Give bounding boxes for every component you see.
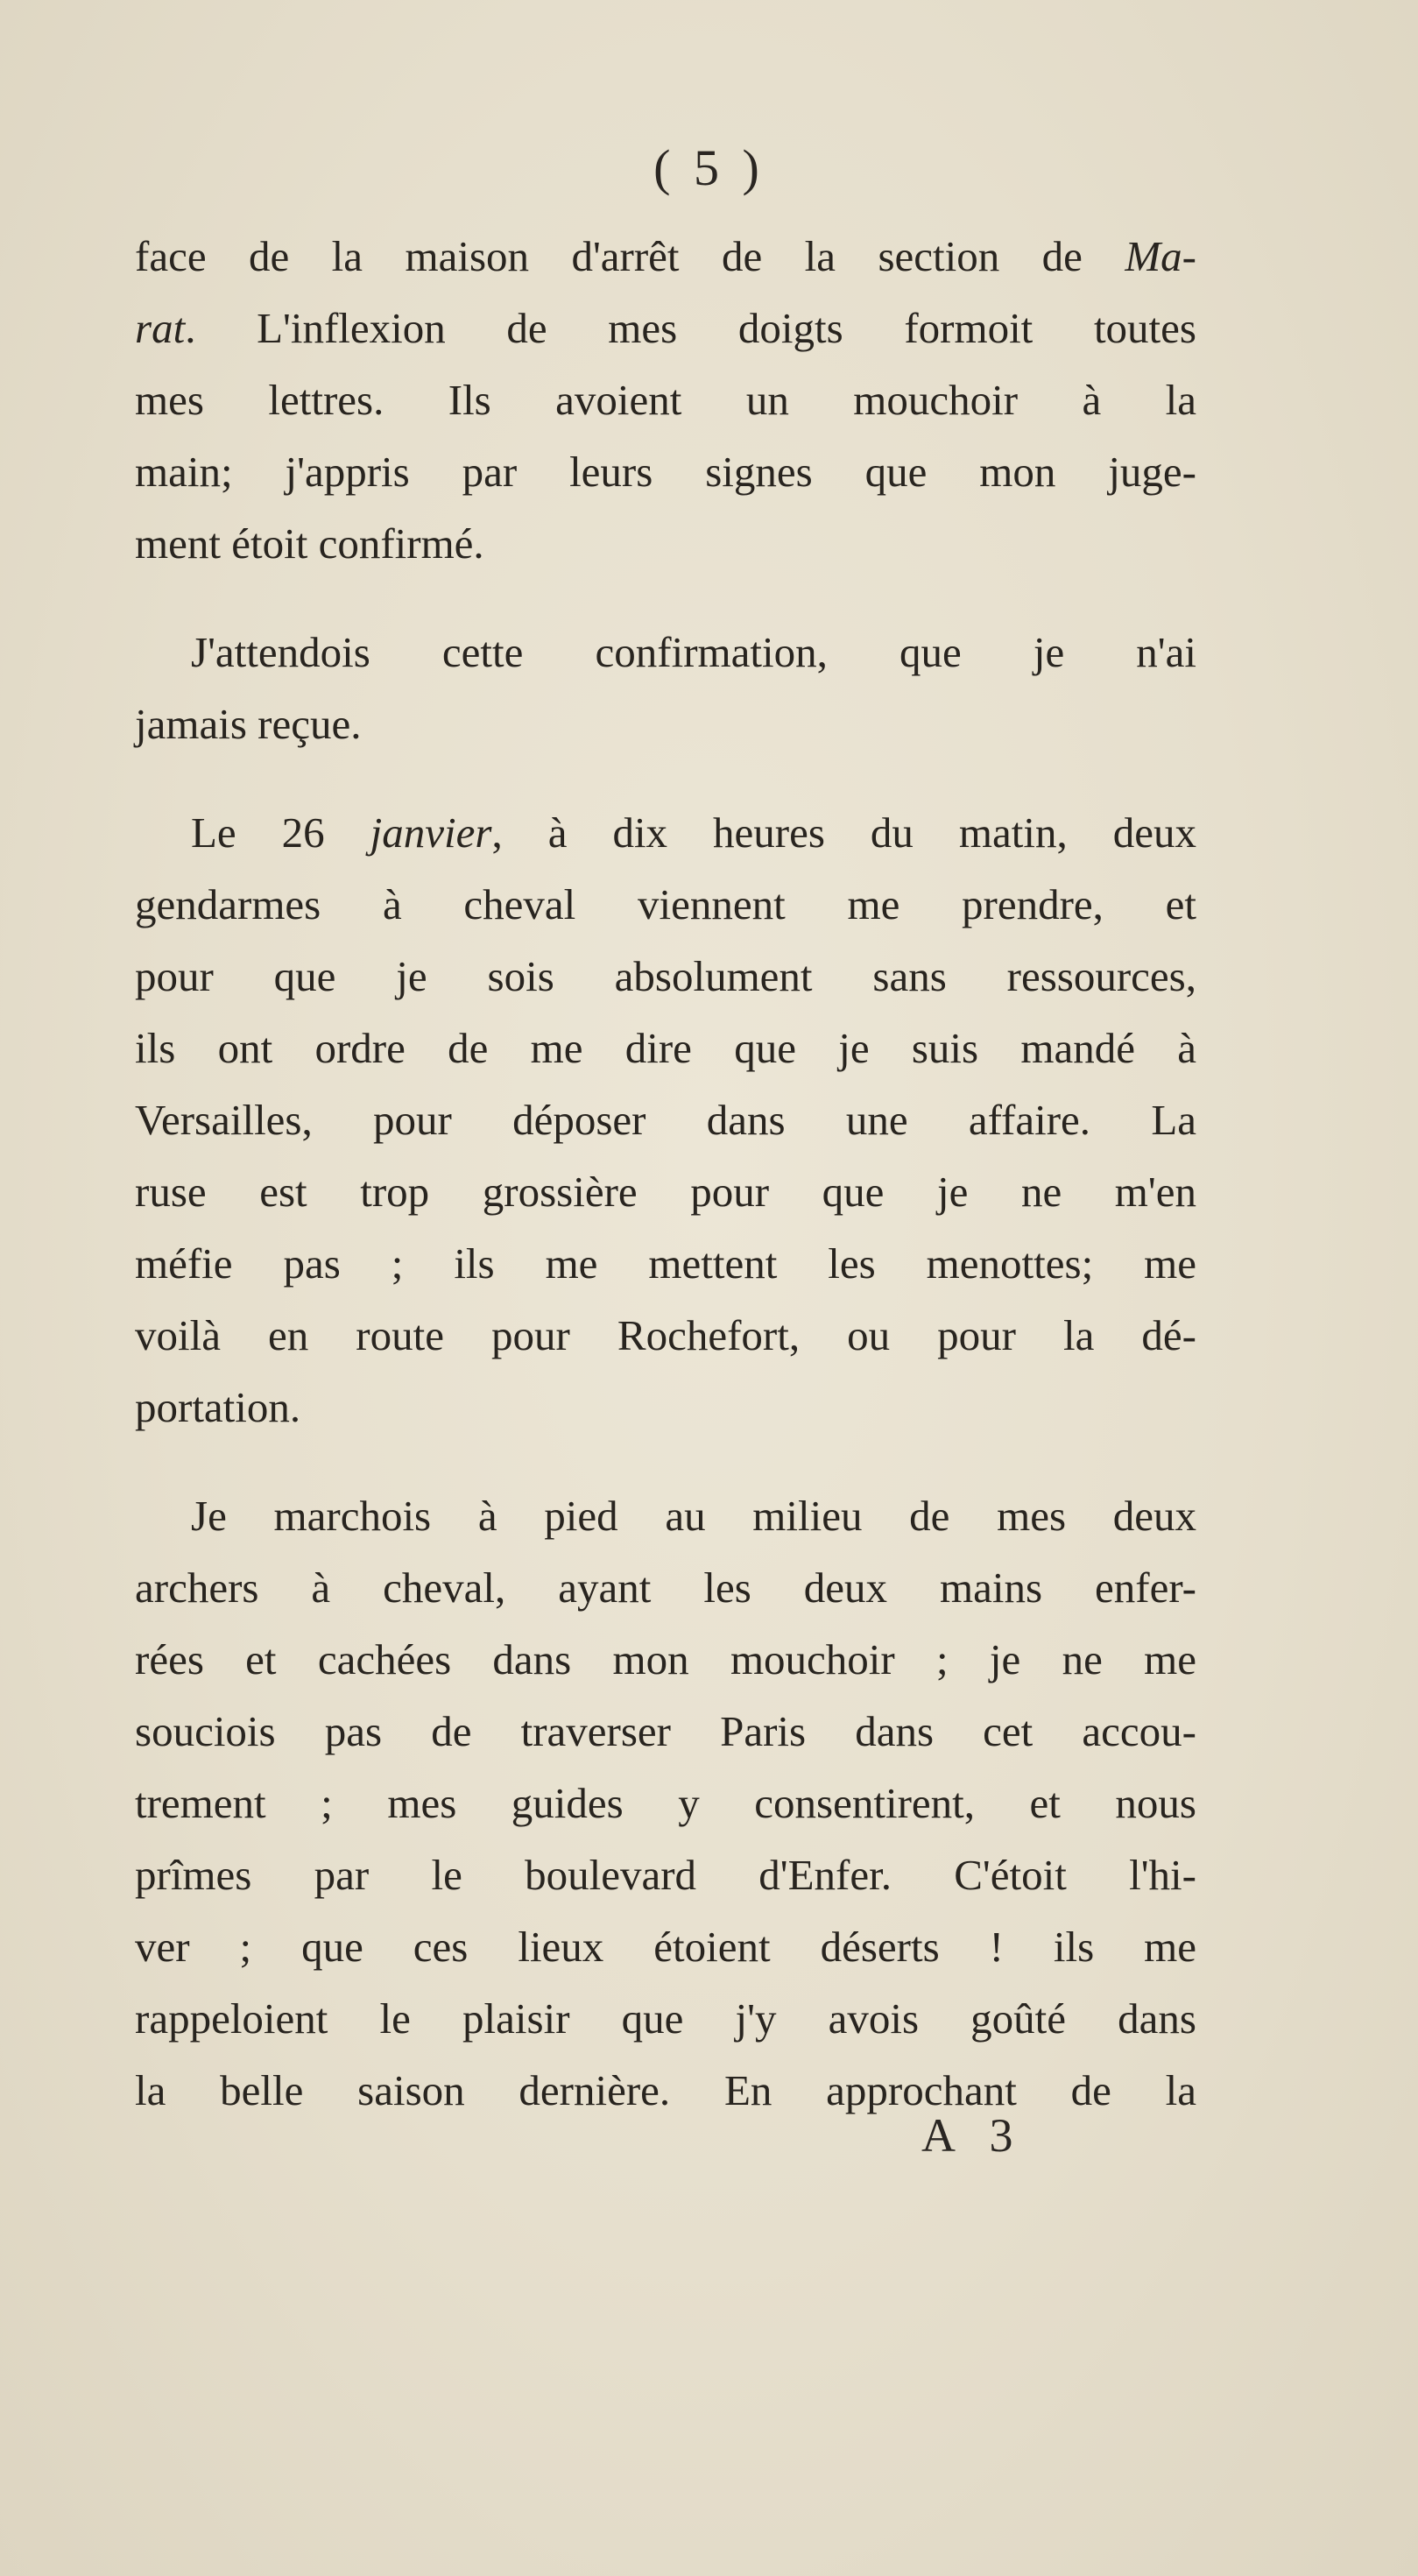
paragraph <box>135 221 1196 580</box>
text-line <box>135 364 1196 436</box>
text-line <box>135 617 1196 688</box>
page-number: ( 5 ) <box>653 139 765 196</box>
text-segment: archers à cheval, ayant les deux mains enfer- <box>135 1563 1196 1612</box>
text-segment: J'attendois cette confirmation, que je n'ai <box>191 628 1196 676</box>
text-segment: . L'inflexion de mes doigts formoit toutes <box>185 304 1196 352</box>
text-segment: rappeloient le plaisir que j'y avois goûté dans <box>135 1994 1196 2043</box>
text-line <box>135 1696 1196 1768</box>
italic-text: Ma- <box>1125 232 1196 280</box>
text-segment: rées et cachées dans mon mouchoir ; je ne me <box>135 1635 1196 1683</box>
text-segment: face de la maison d'arrêt de la section de <box>135 232 1125 280</box>
text-line <box>135 941 1196 1013</box>
text-line <box>135 1228 1196 1300</box>
text-line <box>135 1624 1196 1696</box>
paragraph <box>135 797 1196 1443</box>
text-segment: portation. <box>135 1383 301 1431</box>
text-segment: main; j'appris par leurs signes que mon juge- <box>135 448 1196 496</box>
text-line <box>135 2055 1196 2127</box>
paragraph <box>135 617 1196 760</box>
italic-text: rat <box>135 304 186 352</box>
text-segment: prîmes par le boulevard d'Enfer. C'étoit l'hi- <box>135 1851 1196 1899</box>
text-segment: ils ont ordre de me dire que je suis mandé à <box>135 1024 1196 1072</box>
text-segment: Le 26 <box>191 808 370 857</box>
text-segment: pour que je sois absolument sans ressources, <box>135 952 1196 1000</box>
text-line <box>135 869 1196 941</box>
text-segment: ment étoit confirmé. <box>135 519 484 568</box>
text-segment: mes lettres. Ils avoient un mouchoir à la <box>135 376 1196 424</box>
body-text <box>135 221 1196 2163</box>
signature-mark: A 3 <box>921 2109 1026 2162</box>
text-segment: voilà en route pour Rochefort, ou pour la dé- <box>135 1311 1196 1359</box>
text-line <box>135 688 1196 760</box>
text-line <box>135 1372 1196 1443</box>
text-segment: jamais reçue. <box>135 700 362 748</box>
text-segment: ver ; que ces lieux étoient déserts ! ils me <box>135 1923 1196 1971</box>
text-segment: souciois pas de traverser Paris dans cet accou- <box>135 1707 1196 1755</box>
text-line <box>135 221 1196 293</box>
text-segment: trement ; mes guides y consentirent, et nous <box>135 1779 1196 1827</box>
text-line <box>135 1911 1196 1983</box>
text-line <box>135 1084 1196 1156</box>
text-line <box>135 1552 1196 1624</box>
text-line <box>135 1839 1196 1911</box>
text-line <box>135 436 1196 508</box>
text-line <box>135 797 1196 869</box>
text-line <box>135 1480 1196 1552</box>
text-line <box>135 1300 1196 1372</box>
text-line <box>135 1983 1196 2055</box>
paragraph <box>135 1480 1196 2127</box>
italic-text: janvier <box>370 808 492 857</box>
text-segment: la belle saison dernière. En approchant de la <box>135 2066 1196 2114</box>
text-segment: , à dix heures du matin, deux <box>491 808 1196 857</box>
text-line <box>135 508 1196 580</box>
text-line <box>135 1768 1196 1839</box>
text-segment: gendarmes à cheval viennent me prendre, et <box>135 880 1196 928</box>
text-segment: méfie pas ; ils me mettent les menottes; me <box>135 1239 1196 1288</box>
text-line <box>135 293 1196 364</box>
text-line <box>135 1013 1196 1084</box>
text-segment: ruse est trop grossière pour que je ne m'en <box>135 1168 1196 1216</box>
text-segment: Versailles, pour déposer dans une affaire. La <box>135 1096 1196 1144</box>
text-line <box>135 1156 1196 1228</box>
text-segment: Je marchois à pied au milieu de mes deux <box>191 1492 1196 1540</box>
